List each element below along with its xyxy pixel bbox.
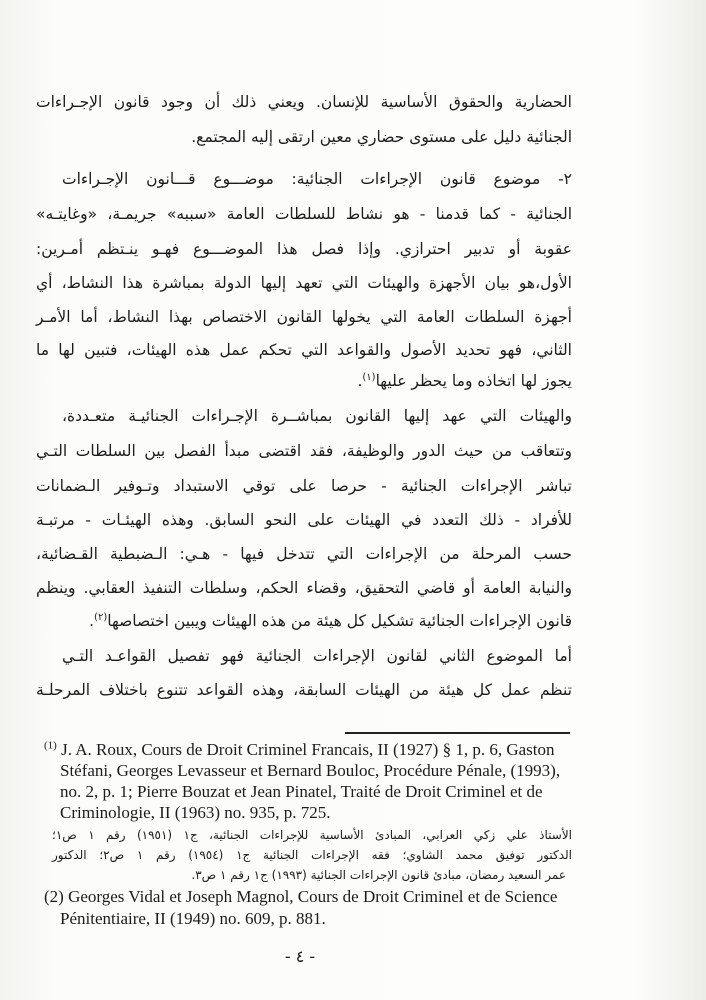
body-line: الأول،هو بيان الأجهزة والهيئات التي تعهد إليها الدولة بمباشرة هذا النشاط، أي <box>36 274 572 292</box>
body-line: تباشر الإجراءات الجنائية - حرصا على توقي الاستبداد وتـوفير الـضمانات <box>36 477 572 495</box>
body-text: قانون الإجراءات الجنائية تشكيل كل هيئة من هذه الهيئات ويبين اختصاصها <box>107 612 572 630</box>
page-number: - ٤ - <box>284 947 316 966</box>
footnote-1-line: Stéfani, Georges Levasseur et Bernard Bouloc, Procédure Pénale, (1993), <box>60 761 561 780</box>
footnote-marker-1: (1) <box>44 739 57 752</box>
footnote-text: J. A. Roux, Cours de Droit Criminel Francais, II (1927) § 1, p. 6, Gaston <box>61 740 555 759</box>
body-line: قانون الإجراءات الجنائية تشكيل كل هيئة من هذه الهيئات ويبين اختصاصها$^{(٢)}$. <box>89 611 572 630</box>
body-line: للأفراد - ذلك التعدد في الهيئات على النحو السابق. وهذه الهيئـات - مرتبـة <box>36 511 572 529</box>
footnote-1-arabic-line: عمر السعيد رمضان، مبادئ قانون الإجراءات الجنائية (١٩٩٣) ج١ رقم ١ ص٣. <box>191 868 566 882</box>
footnote-1-line: no. 2, p. 1; Pierre Bouzat et Jean Pinatel, Traité de Droit Criminel et de <box>60 782 543 801</box>
footnote-2-line <box>44 887 574 907</box>
footnote-text: Georges Vidal et Joseph Magnol, Cours de Droit Criminel et de Science <box>68 887 558 906</box>
body-line: أما الموضوع الثاني لقانون الإجراءات الجنائية فهو تفصيل القواعـد التـي <box>62 647 572 665</box>
body-line: تنظم عمل كل هيئة من الهيئات السابقة، وهذه القواعد تتنوع باختلاف المرحلـة <box>36 681 572 699</box>
body-line: الحضارية والحقوق الأساسية للإنسان. ويعني ذلك أن وجود قانون الإجـراءات <box>36 93 572 111</box>
body-line: والنيابة العامة أو قاضي التحقيق، وقضاء الحكم، وسلطات التنفيذ العقابي. وينظم <box>36 579 572 597</box>
section-heading-line: ٢- موضوع قانون الإجراءات الجنائية: موضـــوع قـــانون الإجـراءات <box>62 170 572 188</box>
footnote-divider <box>345 732 570 734</box>
body-line: عقوبة أو تدبير احترازي. وإذا فصل هذا الموضـــوع فهـو ينـتظم أمـرين: <box>36 240 572 258</box>
body-line: الجنائية - كما قدمنا - هو نشاط للسلطات العامة «سببه» جريمـة، «وغايتـه» <box>36 205 572 223</box>
body-line: وتتعاقب من حيث الدور والوظيفة، فقد اقتضى مبدأ الفصل بين السلطات التـي <box>36 442 572 460</box>
body-line: الثاني، فهو تحديد الأصول والقواعد التي تحكم عمل هذه الهيئات، فتبين لها ما <box>36 341 572 359</box>
body-line: والهيئات التي عهد إليها القانون بمباشــرة الإجـراءات الجنائيـة متعـددة، <box>62 407 572 425</box>
footnote-ref-2: (٢) <box>94 611 108 623</box>
body-line: حسب المرحلة من الإجراءات التي تتدخل فيها - هـي: الـضبطية القـضائية، <box>36 545 572 563</box>
footnote-1-line <box>44 740 574 760</box>
body-line: أجهزة السلطات العامة التي يخولها القانون الاختصاص بهذا النشاط، أما الأمـر <box>36 308 572 326</box>
body-line: يجوز لها اتخاذه وما يحظر عليها$^{(١)}$. <box>357 371 572 390</box>
footnote-1-arabic-line: الدكتور توفيق محمد الشاوي؛ فقه الإجراءات الجنائية ج١ (١٩٥٤) رقم ١ ص٢؛ الدكتور <box>52 848 572 862</box>
footnote-ref-1: (١) <box>362 371 376 383</box>
footnote-1-arabic-line: الأستاذ علي زكي العرابي، المبادئ الأساسية للإجراءات الجنائية، ج١ (١٩٥١) رقم ١ ص١؛ <box>52 828 572 842</box>
footnote-marker-2: (2) <box>44 887 64 906</box>
body-text: يجوز لها اتخاذه وما يحظر عليها <box>375 372 572 390</box>
footnote-2-line: Pénitentiaire, II (1949) no. 609, p. 881. <box>60 909 326 928</box>
body-line: الجنائية دليل على مستوى حضاري معين ارتقى إليه المجتمع. <box>191 128 572 146</box>
footnote-1-line: Criminologie, II (1963) no. 935, p. 725. <box>60 803 331 822</box>
